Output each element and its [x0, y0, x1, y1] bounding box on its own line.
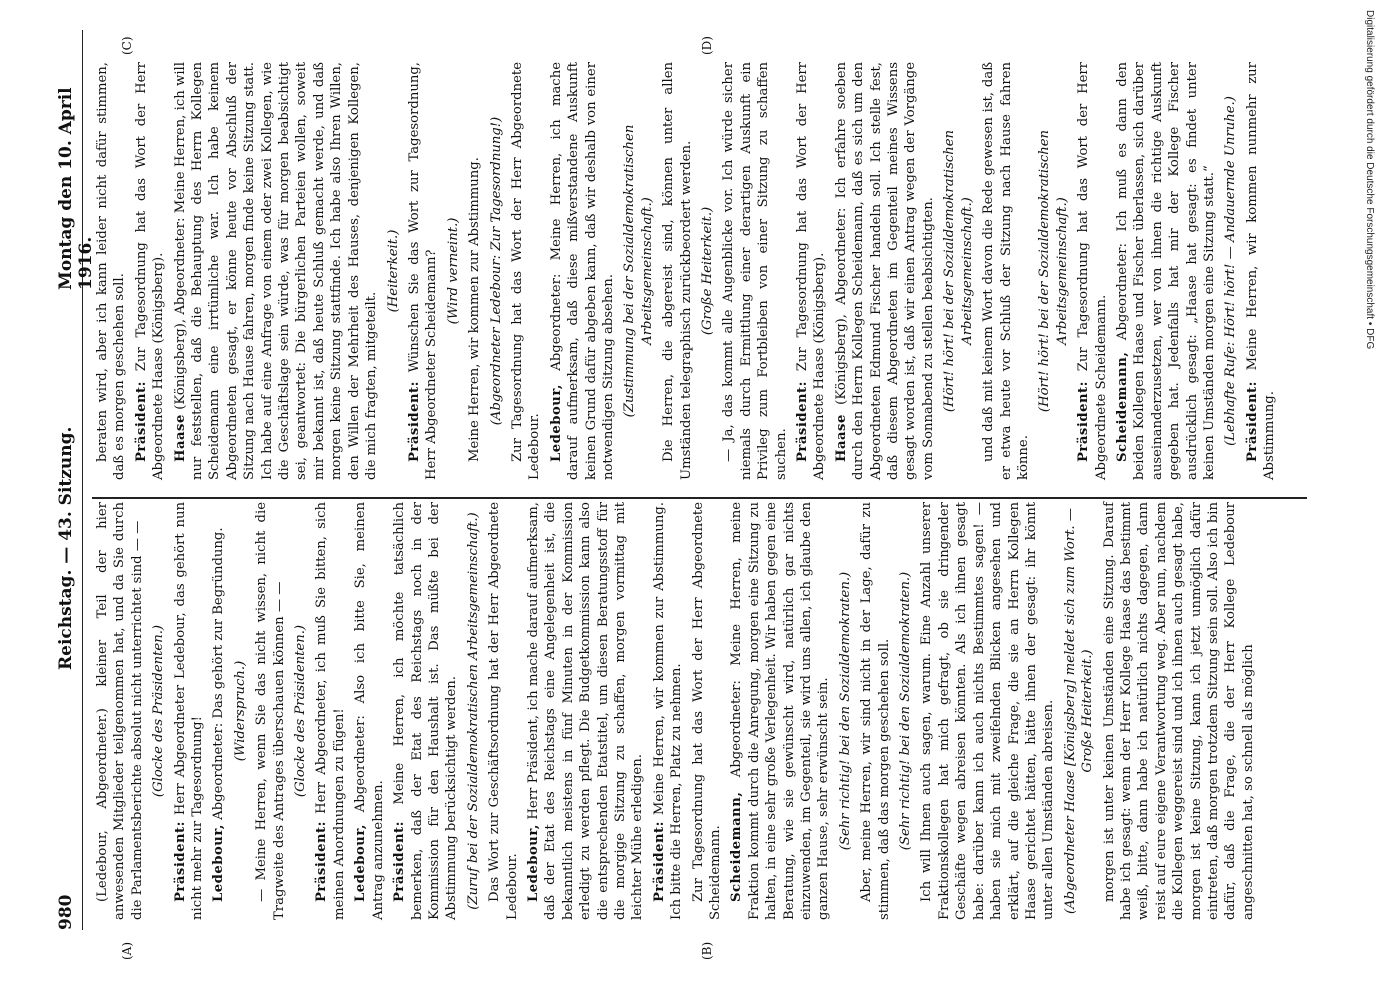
speaker-name: Präsident: — [133, 380, 149, 462]
speech-paragraph — [391, 502, 461, 920]
paragraph-text: (Große Heiterkeit.) — [700, 206, 715, 336]
speaker-name: Präsident: — [795, 380, 811, 462]
interjection — [1222, 62, 1239, 480]
paragraph-text: und daß mit keinem Wort davon die Rede gewesen ist, daß er etwa heute vor Schluß der Sitzung nach Hause fahren könne. — [981, 62, 1031, 480]
interjection — [837, 502, 854, 920]
paragraph-text: (Sehr richtig! bei den Sozialdemokraten.) — [898, 571, 914, 851]
paragraph-text: (Glocke des Präsidenten.) — [151, 624, 167, 798]
speech-paragraph — [1244, 62, 1279, 480]
margin-marker-c: (C) — [120, 36, 134, 55]
speech-paragraph — [918, 502, 1057, 920]
paragraph-text: (Sehr richtig! bei den Sozialdemokraten.) — [837, 571, 853, 851]
paragraph-text: (Lebhafte Rufe: Hört! hört! — Andauernde Unruhe.) — [1223, 96, 1239, 446]
paragraph-text: morgen ist unter keinen Umständen eine Sitzung. Darauf habe ich gesagt: wenn der Herr Kollege Haase das bestimmt weiß, bitte, dann habe ich natürlich nichts dagegen, dann reist auf eure eigene Verantwortung weg. Aber nun, nachdem die Kollegen weggereist sind und ich ihnen auch gesagt habe, morgen ist keine Sitzung, kann ich jetzt unmöglich dafür eintreten, daß morgen trotzdem Sitzung sein soll. Also ich bin dafür, daß die Frage, die der Herr Kollege Ledebour angeschnitten hat, so schnell als möglich — [1101, 502, 1256, 920]
interjection — [385, 62, 402, 480]
paragraph-text: (Hört! hört! bei der Sozialdemokratischen Arbeitsgemeinschaft.) — [1037, 129, 1070, 413]
paragraph-text: (Abgeordneter Haase [Königsberg] meldet sich zum Wort. — Große Heiterkeit.) — [1062, 508, 1096, 914]
speech-paragraph — [210, 502, 227, 920]
margin-marker-b: (B) — [700, 941, 714, 960]
paragraph-text: Meine Herren, wir kommen zur Abstimmung. — [467, 157, 483, 462]
speech-paragraph — [509, 62, 544, 480]
paragraph-text: (Ledebour, Abgeordneter.) kleiner Teil der hier anwesenden Mitglieder teilgenommen hat, und da Sie durch die Parlamentsberichte absolut nicht unterrichtet sind — — — [95, 502, 145, 920]
speech-paragraph — [1114, 62, 1218, 480]
paragraph-text: (Zuruf bei der Sozialdemokratischen Arbeitsgemeinschaft.) — [465, 512, 481, 910]
speech-paragraph — [94, 502, 146, 920]
paragraph-text: Herr Abgeordneter Ledebour, das gehört nun nicht mehr zur Tagesordnung! — [172, 502, 206, 920]
paragraph-text: (Königsberg), Abgeordneter: Meine Herren, ich will nur feststellen, daß die Behauptung des Herrn Kollegen Scheidemann eine irrtümliche war. Ich habe keinem Abgeordneten gesagt, er könne heute vor Abschluß der Sitzung nach Hause fahren, morgen finde keine Sitzung statt. Ich habe auf eine Anfrage von einem oder zwei Kollegen, wie die Geschäftslage sein würde, was für morgen beabsichtigt sei, geantwortet: Die bürgerlichen Parteien wollen, soweit mir bekannt ist, daß heute Schluß gemacht werde, und daß morgen keine Sitzung stattfinde. Ich habe also Ihren Willen, den Willen der Mehrheit des Hauses, denjenigen Kollegen, die mich fragten, mitgeteilt. — [172, 62, 380, 480]
paragraph-text: Ich will Ihnen auch sagen, warum. Eine Anzahl unserer Fraktionskollegen hat mich gefragt, ob sie dringender Geschäfte wegen abreisen könnten. Als ich ihnen gesagt habe: darüber kann ich auch nichts Bestimmtes sagen! — haben sie mich mit zweifelnden Blicken angesehen und erklärt, auf die gleiche Frage, die sie an Herrn Kollegen Haase gerichtet hätten, hätte ihnen der gesagt: ihr könnt unter allen Umständen abreisen. — [919, 502, 1057, 920]
speaker-name: Scheidemann, — [1114, 351, 1130, 462]
interjection — [1036, 62, 1071, 480]
session-date: Montag den 10. April 1916. — [56, 87, 96, 290]
page-number: 980 — [56, 894, 76, 930]
speech-paragraph — [172, 62, 381, 480]
speech-paragraph — [406, 62, 441, 480]
speech-paragraph — [1075, 62, 1110, 480]
speaker-name: Präsident: — [1244, 380, 1260, 462]
paragraph-text: Wünschen Sie das Wort zur Tagesordnung, Herr Abgeordneter Scheidemann? — [406, 62, 440, 480]
paragraph-text: (Widerspruch.) — [232, 660, 248, 762]
margin-marker-d: (D) — [700, 36, 714, 55]
speech-paragraph — [133, 62, 168, 480]
page-header — [52, 30, 96, 930]
speech-paragraph — [94, 62, 129, 480]
paragraph-text: Abgeordneter: Meine Herren, ich mache darauf aufmerksam, daß diese mißverstandene Auskunft keinen Grund dafür abgeben kann, daß wir deshalb von einer notwendigen Sitzung absehen. — [548, 62, 616, 480]
speaker-name: Ledebour, — [211, 824, 227, 902]
left-column — [94, 502, 1304, 920]
speech-paragraph — [486, 502, 521, 920]
interjection — [1062, 502, 1097, 920]
paragraph-text: — Meine Herren, wenn Sie das nicht wissen, nicht die Tragweite des Antrages überschauen können — — — [254, 502, 287, 920]
paragraph-text: (Glocke des Präsidenten.) — [293, 624, 309, 798]
interjection — [699, 62, 716, 480]
speech-paragraph — [690, 502, 725, 920]
paragraph-text: Zur Tagesordnung hat das Wort der Herr Abgeordnete Haase (Königsberg). — [795, 62, 828, 480]
paragraph-text: Zur Tagesordnung hat das Wort der Herr Abgeordnete Scheidemann. — [1076, 62, 1109, 480]
speech-paragraph — [313, 502, 348, 920]
speech-paragraph — [858, 502, 893, 920]
paragraph-text: Die Herren, die abgereist sind, können unter allen Umständen telegraphisch zurückbeordert werden. — [661, 62, 694, 480]
paragraph-text: Herr Präsident, ich mache darauf aufmerksam, daß der Etat des Reichstags eine Angelegenheit ist, die bekanntlich meistens in fünf Minuten in der Kommission erledigt zu werden pflegt. Die Budgetkommission kann also die entsprechenden Etatstitel, um diesen Beratungsstoff für die morgige Sitzung zu schaffen, morgen vormittag mit leichter Mühe erledigen. — [525, 502, 646, 920]
speech-paragraph — [352, 502, 387, 920]
speaker-name: Präsident: — [1076, 380, 1092, 462]
paragraph-text: (Hört! hört! bei der Sozialdemokratischen Arbeitsgemeinschaft.) — [942, 129, 975, 413]
speaker-name: Ledebour, — [525, 824, 541, 902]
speech-paragraph — [728, 502, 832, 920]
speech-paragraph — [466, 62, 483, 480]
speech-paragraph — [525, 502, 647, 920]
speech-paragraph — [548, 62, 618, 480]
speech-paragraph — [651, 502, 686, 920]
speaker-name: Haase — [172, 414, 188, 462]
speech-paragraph — [253, 502, 288, 920]
interjection — [292, 502, 309, 920]
interjection — [465, 502, 482, 920]
column-divider — [92, 498, 1307, 500]
paragraph-text: Abgeordneter: Meine Herren, meine Fraktion kommt durch die Anregung, morgen eine Sitzung zu halten, in eine sehr große Verlegenheit. Wir haben gegen eine Beratung, wie sie gewünscht wird, natürlich gar nichts einzuwenden, im Gegenteil, sie wird uns allen, ich glaube den ganzen Hause, sehr erwünscht sein. — [729, 502, 832, 920]
paragraph-text: (Zustimmung bei der Sozialdemokratischen Arbeitsgemeinschaft.) — [622, 124, 655, 418]
paragraph-text: beraten wird, aber ich kann leider nicht dafür stimmen, daß es morgen geschehen soll. — [95, 62, 128, 480]
paragraph-text: Abgeordneter: Also ich bitte Sie, meinen Antrag anzunehmen. — [353, 502, 386, 920]
paragraph-text: Abgeordneter: Ich muß es dann den beiden Kollegen Haase und Fischer überlassen, sich darüber auseinanderzusetzen, wer von ihnen die richtige Auskunft gegeben hat. Jedenfalls hat mir der Kollege Fischer ausdrücklich gesagt: „Haase hat gesagt: es findet unter keinen Umständen morgen eine Sitzung statt.“ — [1114, 62, 1217, 480]
speaker-name: Scheidemann, — [729, 791, 745, 902]
speech-paragraph — [660, 62, 695, 480]
speaker-name: Präsident: — [406, 380, 422, 462]
paragraph-text: — Ja, das kommt alle Augenblicke vor. Ich würde sicher niemals durch Ermittlung einer derartigen Auskunft ein Privileg zum Fortbleiben von einer Sitzung zu schaffen suchen. — [721, 62, 789, 480]
paragraph-text: Zur Tagesordnung hat das Wort der Herr Abgeordnete Scheidemann. — [690, 502, 723, 920]
paragraph-text: Meine Herren, ich möchte tatsächlich bemerken, daß der Etat des Reichstags noch in der Kommission für den Haushalt ist. Das müßte bei der Abstimmung berücksichtigt werden. — [392, 502, 460, 920]
speech-paragraph — [172, 502, 207, 920]
interjection — [941, 62, 976, 480]
paragraph-text: Aber, meine Herren, wir sind nicht in der Lage, dafür zu stimmen, daß das morgen geschehen soll. — [859, 502, 892, 920]
page-title: Reichstag. — 43. Sitzung. — [56, 426, 76, 670]
interjection — [232, 502, 249, 920]
interjection — [445, 62, 462, 480]
speaker-name: Präsident: — [314, 820, 330, 902]
speech-paragraph — [980, 62, 1032, 480]
paragraph-text: Meine Herren, wir kommen nunmehr zur Abstimmung. — [1244, 62, 1278, 480]
speech-paragraph — [720, 62, 790, 480]
paragraph-text: Zur Tagesordnung hat das Wort der Herr Abgeordnete Haase (Königsberg). — [133, 62, 167, 480]
paragraph-text: (Heiterkeit.) — [385, 229, 401, 313]
speech-paragraph — [1101, 502, 1258, 920]
right-column — [94, 62, 1304, 480]
speaker-name: Ledebour, — [548, 384, 564, 462]
paragraph-text: (Abgeordneter Ledebour: Zur Tagesordnung!) — [488, 116, 504, 426]
paragraph-text: Herr Abgeordneter, ich muß Sie bitten, sich meinen Anordnungen zu fügen! — [314, 502, 347, 920]
speaker-name: Präsident: — [392, 820, 408, 902]
speaker-name: Präsident: — [651, 820, 667, 902]
speaker-name: Ledebour, — [353, 824, 369, 902]
speaker-name: Haase — [833, 414, 849, 462]
interjection — [150, 502, 167, 920]
paragraph-text: (Königsberg), Abgeordneter: Ich erfahre soeben durch den Herrn Kollegen Scheidemann, daß es sich um den Abgeordneten Edmund Fischer handeln soll. Ich stelle fest, daß diesem Abgeordneten im Gegenteil meines Wissens gesagt worden ist, daß wir einen Antrag wegen der Vorgänge vom Sonnabend zu stellen beabsichtigten. — [833, 62, 936, 480]
side-credit — [1363, 10, 1379, 990]
margin-marker-a: (A) — [120, 941, 134, 960]
side-credit-text: Digitalisierung gefördert durch die Deutsche Forschungsgemeinschaft • DFG — [1364, 10, 1375, 350]
speech-paragraph — [833, 62, 937, 480]
speaker-name: Präsident: — [172, 820, 188, 902]
paragraph-text: Abgeordneter: Das gehört zur Begründung. — [211, 527, 227, 820]
paragraph-text: (Wird verneint.) — [445, 217, 461, 325]
paragraph-text: Das Wort zur Geschäftsordnung hat der Herr Abgeordnete Ledebour. — [487, 502, 520, 920]
paragraph-text: Zur Tagesordnung hat das Wort der Herr Abgeordnete Ledebour. — [509, 62, 543, 480]
paragraph-text: Meine Herren, wir kommen zur Abstimmung. Ich bitte die Herren, Platz zu nehmen. — [651, 501, 685, 920]
interjection — [621, 62, 656, 480]
interjection — [897, 502, 914, 920]
interjection — [488, 62, 505, 480]
speech-paragraph — [794, 62, 829, 480]
